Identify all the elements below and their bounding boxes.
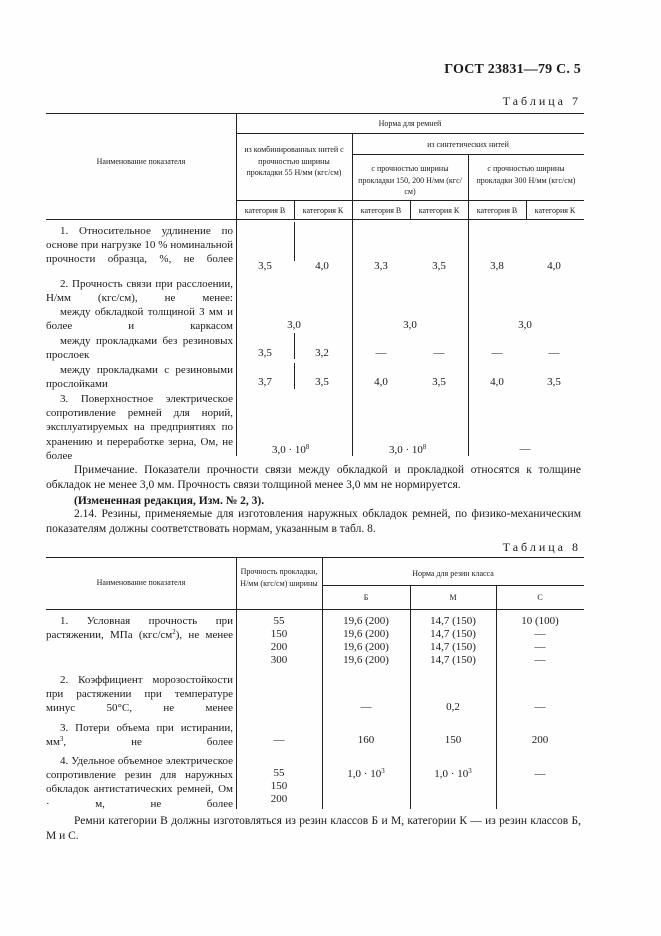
table7-category: категория К (418, 206, 460, 215)
table8-value: 160 (357, 734, 375, 746)
table7-row-label: между прокладками с резиновыми прослойками (46, 364, 233, 391)
table8-value: 14,7 (150) (430, 641, 476, 653)
table8-value: — (534, 768, 546, 780)
table7-category: категория В (360, 206, 402, 215)
table7-category: категория К (302, 206, 344, 215)
table7-value: 3,5 (258, 347, 272, 359)
table7-value: 3,5 (432, 376, 446, 388)
table8-value: 14,7 (150) (430, 654, 476, 666)
table8-value: — (360, 701, 372, 713)
table7-col-name: Наименование показателя (96, 157, 186, 166)
table7-value: 4,0 (547, 260, 561, 272)
table8-row-label: 1. Условная прочность при растяжении, МПа $(кгс/см^2)$, не менее (46, 615, 233, 642)
table8-strength-column (236, 615, 322, 667)
table8-value: $1,0 \cdot 10^3$ (434, 767, 472, 780)
table8-value: 19,6 (200) (343, 615, 389, 627)
table7-value: 3,0 (287, 319, 301, 331)
table8-strength: — (273, 734, 285, 746)
table8-class: М (449, 593, 457, 602)
table8-value: — (534, 701, 546, 713)
table7-value: 4,0 (490, 376, 504, 388)
table8-class-b-column (322, 615, 410, 667)
table7-norm-header: Норма для ремней (378, 119, 442, 128)
table7-row-label: между обкладкой толщиной 3 мм и более и каркасом (46, 306, 233, 333)
table7-value: 3,0 (518, 319, 532, 331)
table8-strength: 150 (270, 628, 288, 640)
table8-col-name: Наименование показателя (96, 578, 186, 587)
page-header: ГОСТ 23831—79 С. 5 (444, 62, 581, 77)
table8-strength: 200 (270, 641, 288, 653)
table8-row-label: 4. Удельное объемное электрическое сопротивление резин для наружных обкладок антистатических ремней, Ом · м, не более (46, 755, 233, 810)
table8-class-m-column (410, 615, 496, 667)
table7-value: 3,5 (258, 260, 272, 272)
table8-row-label: 3. Потери объема при истирании, $мм^3$, не более (46, 722, 233, 749)
table7-caption: Таблица 7 (502, 94, 581, 108)
table7-row-label: 3. Поверхностное электрическое сопротивление ремней для норий, эксплуатируемых на предприятиях по хранению и переработке зерна, Ом, не более (46, 393, 233, 462)
table7-value: 3,7 (258, 376, 272, 388)
table8-value: $1,0 \cdot 10^3$ (347, 767, 385, 780)
table8-norm-header: Норма для резин класса (412, 569, 494, 578)
table8-strength: 55 (273, 615, 285, 627)
table7-synth-150-200: с прочностью ширины прокладки 150, 200 Н/мм (кгс/см) (358, 164, 462, 196)
table7-value: — (519, 443, 531, 455)
table8-strength-column (236, 767, 322, 806)
table7-value: 3,8 (490, 260, 504, 272)
table8-class: Б (363, 593, 369, 602)
footer-paragraph: Ремни категории В должны изготовляться из резин классов Б и М, категории К — из резин классов Б, М и С. (46, 815, 581, 842)
table8-class: С (537, 593, 543, 602)
table8-value: 150 (444, 734, 462, 746)
table8-value: 19,6 (200) (343, 628, 389, 640)
table7-value: — (375, 347, 387, 359)
table8-strength: 55 (273, 767, 285, 779)
table8-value: 19,6 (200) (343, 654, 389, 666)
table7-row-label: между прокладками без резиновых прослоек (46, 335, 233, 362)
table8-value: 10 (100) (521, 615, 559, 627)
paragraph-2-14: 2.14. Резины, применяемые для изготовления наружных обкладок ремней, по физико-механическим показателям должны соответствовать нормам, указанным в табл. 8. (46, 508, 581, 535)
table7-row-label: 1. Относительное удлинение по основе при нагрузке 10 % номинальной прочности образца, %, не более (46, 225, 233, 266)
table7-value: 3,2 (315, 347, 329, 359)
table8-value: 200 (531, 734, 549, 746)
table7-value: 4,0 (315, 260, 329, 272)
table8-col-strength: Прочность прокладки, Н/мм (кгс/см) ширины (240, 567, 318, 588)
table7-synth-300: с прочностью ширины прокладки 300 Н/мм (кгс/см) (476, 164, 576, 185)
table7-category: категория К (534, 206, 576, 215)
table8-value: 14,7 (150) (430, 628, 476, 640)
table7-value: 3,5 (432, 260, 446, 272)
table7-category: категория В (244, 206, 286, 215)
table8-strength: 300 (270, 654, 288, 666)
table8-value: — (534, 654, 546, 666)
table7-combined-header: из комбинированных нитей с прочностью ширины прокладки 55 Н/мм (кгс/см) (244, 145, 344, 177)
table8-strength: 200 (270, 793, 288, 805)
table7-value: — (491, 347, 503, 359)
table8-value: 14,7 (150) (430, 615, 476, 627)
table7-value: 3,3 (374, 260, 388, 272)
table7-value: $3,0 \cdot 10^8$ (389, 443, 427, 456)
table8-class-c-column (496, 615, 584, 667)
table7-category: категория В (476, 206, 518, 215)
table7-note: Примечание. Показатели прочности связи между обкладкой и прокладкой относятся к толщине обкладок не менее 3,0 мм. Прочность связи толщиной менее 3,0 мм не нормируется. (46, 464, 581, 491)
table8-row-label: 2. Коэффициент морозостойкости при растяжении при температуре минус 50°С, не менее (46, 674, 233, 715)
table7-value: $3,0 \cdot 10^8$ (272, 443, 310, 456)
table7-row-label: 2. Прочность связи при расслоении, Н/мм (кгс/см), не менее: (46, 278, 233, 305)
table7-value: 3,0 (403, 319, 417, 331)
table7-value: 3,5 (547, 376, 561, 388)
table8-value: 19,6 (200) (343, 641, 389, 653)
amendment-note: (Измененная редакция, Изм. № 2, 3). (74, 495, 265, 507)
table7-value: 3,5 (315, 376, 329, 388)
table8-value: — (534, 628, 546, 640)
table8-caption: Таблица 8 (502, 540, 581, 554)
table7-value: — (548, 347, 560, 359)
table7-synthetic-header: из синтетических нитей (427, 140, 509, 149)
table8-strength: 150 (270, 780, 288, 792)
table8-value: — (534, 641, 546, 653)
table7-value: — (433, 347, 445, 359)
table8-value: 0,2 (446, 701, 460, 713)
table7-value: 4,0 (374, 376, 388, 388)
